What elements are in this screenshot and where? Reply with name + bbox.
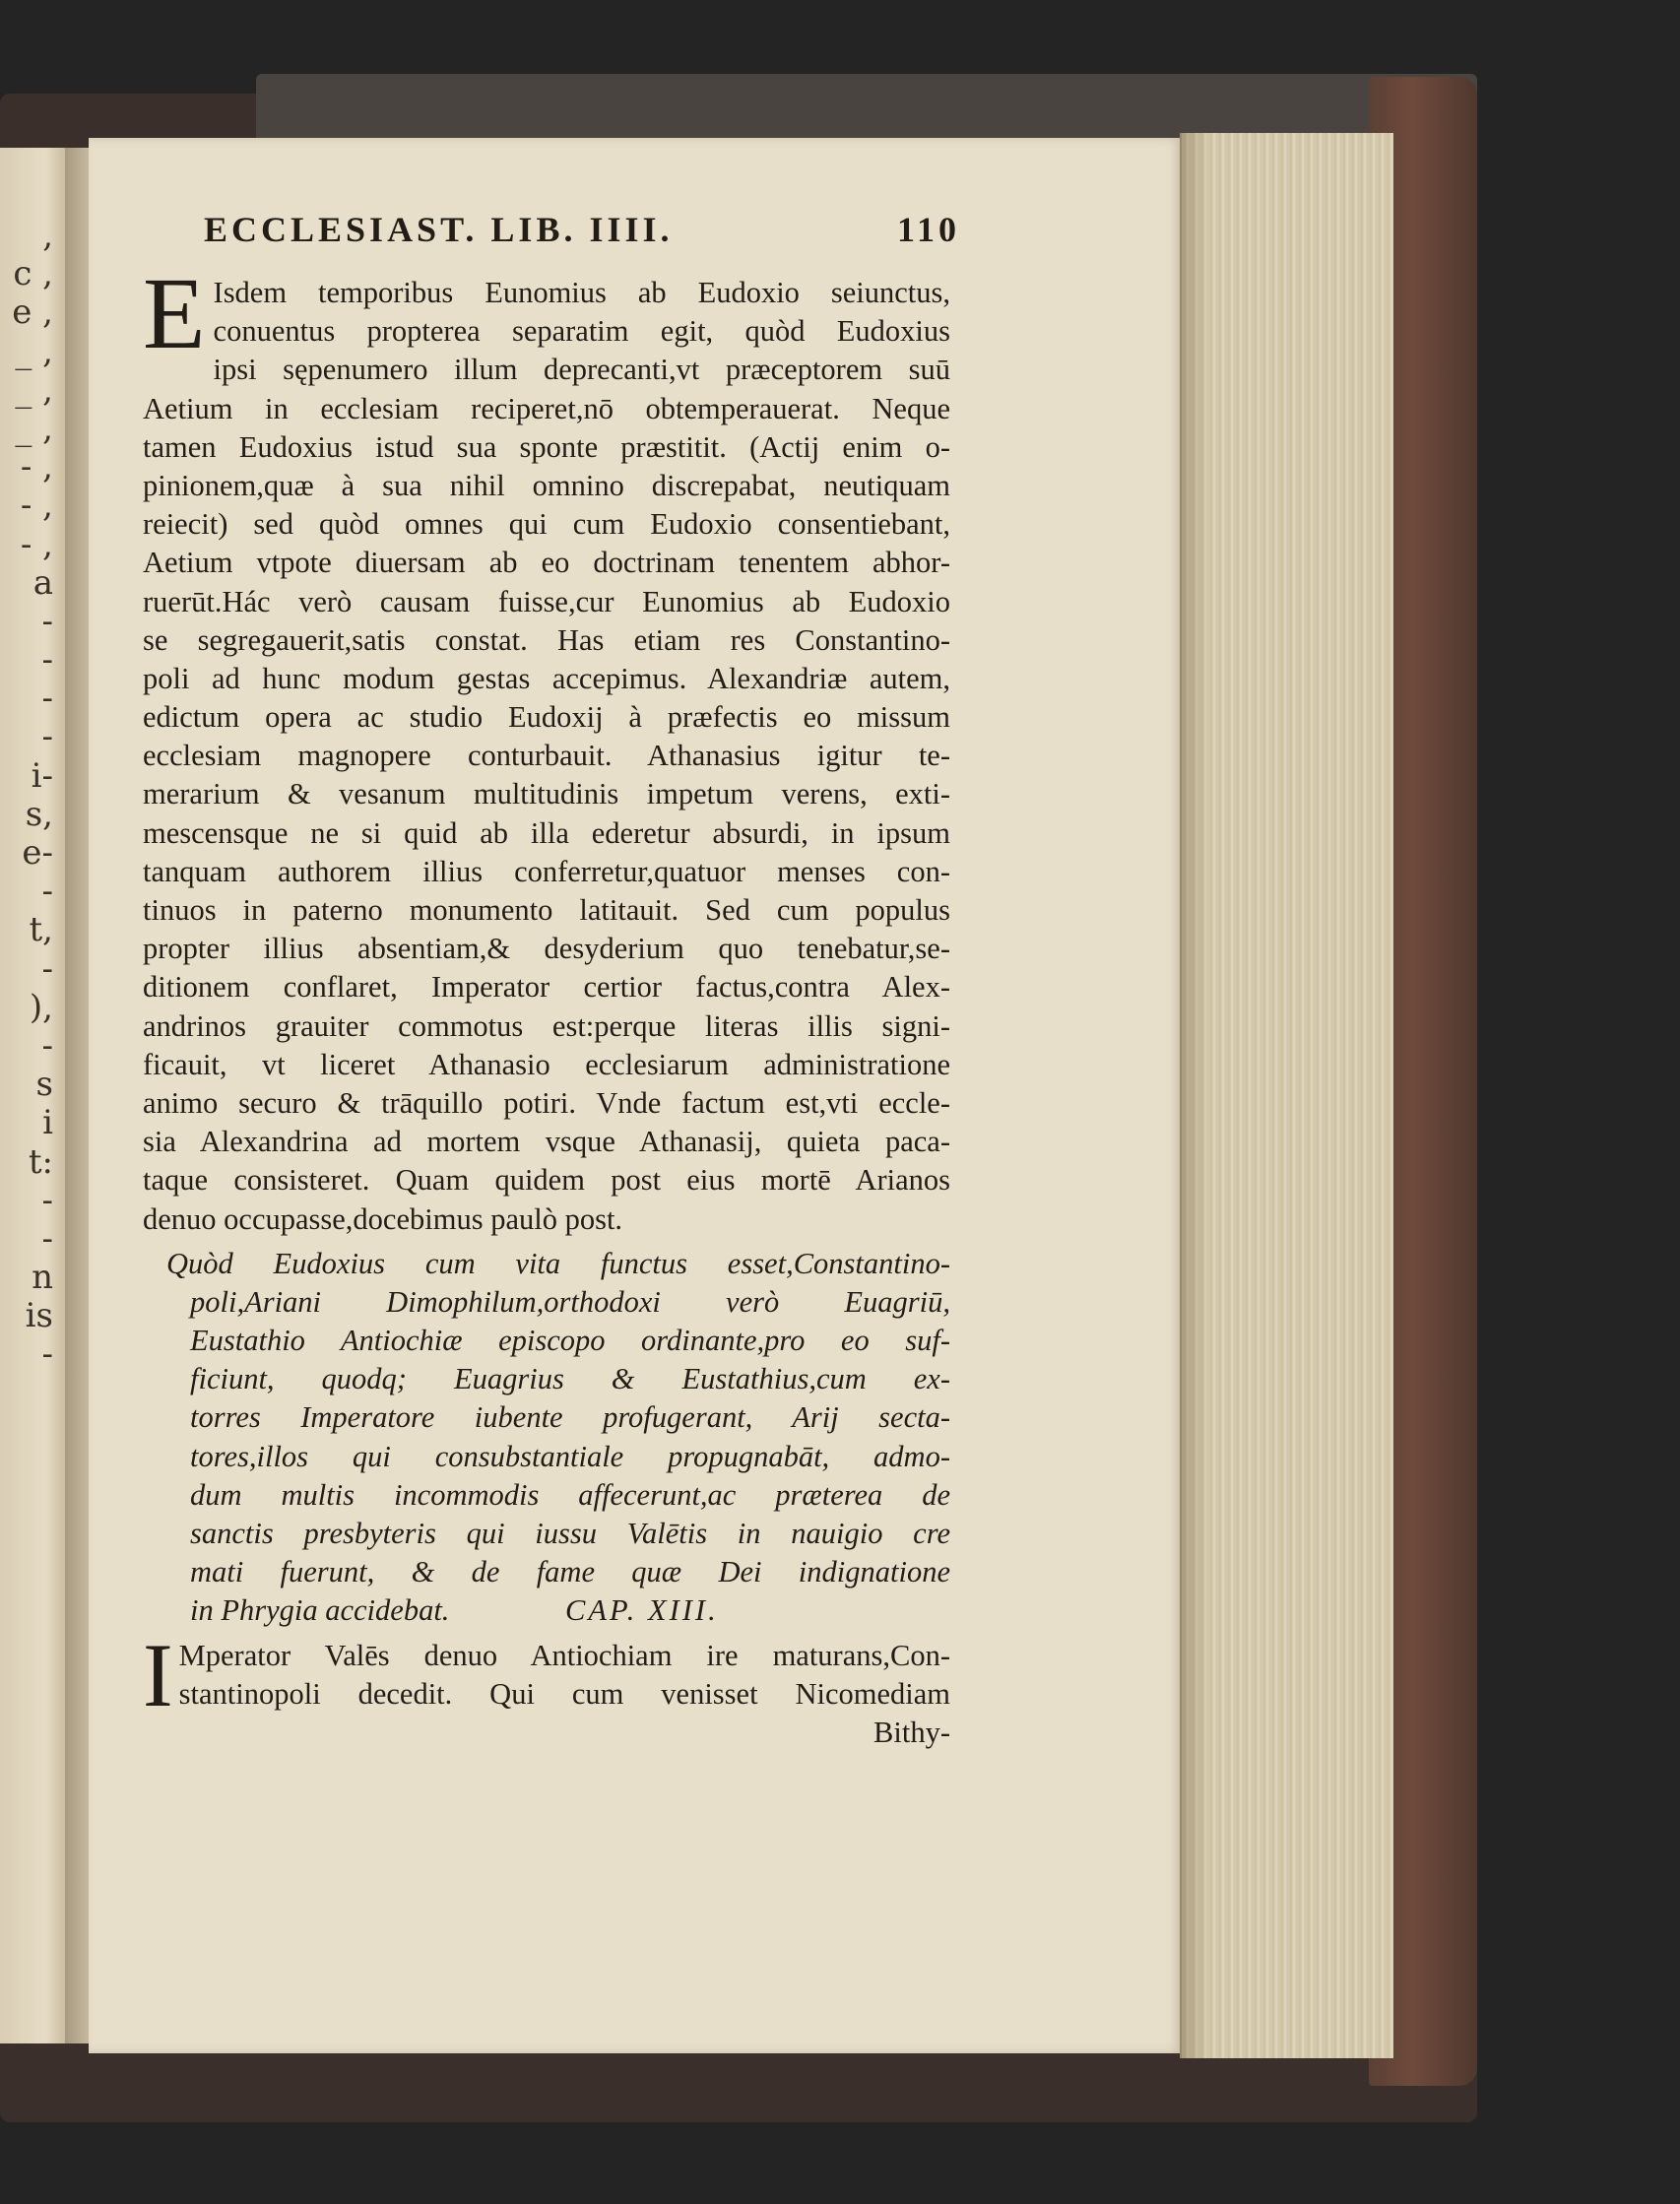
summary-line: mati fuerunt, & de fame quæ Dei indignatione: [190, 1555, 950, 1589]
page-text: [143, 209, 960, 1752]
summary-line: Eustathio Antiochiæ episcopo ordinante,pro eo suf-: [190, 1324, 950, 1358]
summary-line: torres Imperatore iubente profugerant, Arij secta-: [190, 1400, 950, 1435]
drop-cap-initial: I: [143, 1624, 173, 1725]
summary-line: dum multis incommodis affecerunt,ac præterea de: [190, 1477, 950, 1512]
drop-cap-initial: E: [143, 257, 206, 370]
summary-line: ficiunt, quodq; Euagrius & Eustathius,cum ex-: [190, 1362, 950, 1396]
summary-line: sanctis presbyteris qui iussu Valētis in nauigio cre: [190, 1517, 950, 1550]
text-line: merarium & vesanum multitudinis impetum verens, exti-: [143, 777, 950, 811]
chapter-summary: [143, 1245, 950, 1631]
text-line: taque consisteret. Quam quidem post eius mortē Arianos: [143, 1163, 950, 1198]
text-line: edictum opera ac studio Eudoxij à præfectis eo missum: [143, 700, 950, 735]
folio-number: 110: [896, 210, 960, 249]
text-line: reiecit) sed quòd omnes qui cum Eudoxio consentiebant,: [143, 507, 950, 542]
text-line: poli ad hunc modum gestas accepimus. Alexandriæ autem,: [143, 661, 950, 695]
text-line: tanquam authorem illius conferretur,quatuor menses con-: [143, 854, 950, 888]
summary-line-last: [143, 1591, 950, 1630]
text-line: Aetium in ecclesiam reciperet,nō obtemperauerat. Neque: [143, 391, 950, 425]
running-title: ECCLESIAST. LIB. IIII.: [204, 210, 674, 249]
summary-line: tores,illos qui consubstantiale propugnabāt, admo-: [190, 1439, 950, 1473]
text-line: conuentus propterea separatim egit, quòd Eudoxius: [213, 314, 950, 349]
text-line: ditionem conflaret, Imperator certior factus,contra Alex-: [143, 970, 950, 1005]
text-line: tinuos in paterno monumento latitauit. Sed cum populus: [143, 893, 950, 927]
text-line: se segregauerit,satis constat. Has etiam res Constantino-: [143, 622, 950, 657]
text-line: ruerūt.Hác verò causam fuisse,cur Eunomius ab Eudoxio: [143, 584, 950, 618]
text-line: denuo occupasse,docebimus paulò post.: [143, 1201, 623, 1236]
text-line: andrinos grauiter commotus est:perque literas illis signi-: [143, 1008, 950, 1043]
text-line: Isdem temporibus Eunomius ab Eudoxio seiunctus,: [213, 276, 950, 309]
text-line: propter illius absentiam,& desyderium quo tenebatur,se-: [143, 932, 950, 966]
running-header: [143, 209, 960, 268]
catchword: Bithy-: [873, 1715, 950, 1749]
summary-line: Quòd Eudoxius cum vita functus esset,Constantino-: [166, 1246, 950, 1280]
text-line: tamen Eudoxius istud sua sponte præstitit. (Actij enim o-: [143, 429, 950, 464]
page-block-edge: [1180, 133, 1393, 2058]
text-line: sia Alexandrina ad mortem vsque Athanasij, quieta paca-: [143, 1125, 950, 1159]
summary-line-text: in Phrygia accidebat.: [190, 1593, 450, 1628]
chapter-label: CAP. XIII.: [565, 1593, 719, 1628]
summary-line: poli,Ariani Dimophilum,orthodoxi verò Euagriū,: [190, 1284, 950, 1319]
text-line: Aetium vtpote diuersam ab eo doctrinam tenentem abhor-: [143, 546, 950, 580]
text-line: animo securo & trāquillo potiri. Vnde factum est,vti eccle-: [143, 1085, 950, 1120]
left-page-margin-text: , c , e , _ , _ , _ , - , - , - , a - - - - i- s, e- - t, - ), - s i t: - - n is -: [12, 216, 53, 1375]
text-line: pinionem,quæ à sua nihil omnino discrepabat, neutiquam: [143, 468, 950, 502]
paragraph-1: [143, 257, 950, 1239]
text-line: ficauit, vt liceret Athanasio ecclesiarum administratione: [143, 1047, 950, 1081]
page-edge-shadow: [1180, 133, 1209, 2058]
text-line: ecclesiam magnopere conturbauit. Athanasius igitur te-: [143, 739, 950, 773]
text-line: mescensque ne si quid ab illa ederetur absurdi, in ipsum: [143, 815, 950, 850]
paragraph-2: [143, 1624, 950, 1753]
text-line: Mperator Valēs denuo Antiochiam ire maturans,Con-: [178, 1638, 950, 1672]
text-line: ipsi sępenumero illum deprecanti,vt præceptorem suū: [213, 353, 950, 387]
text-line: stantinopoli decedit. Qui cum venisset Nicomediam: [178, 1676, 950, 1711]
